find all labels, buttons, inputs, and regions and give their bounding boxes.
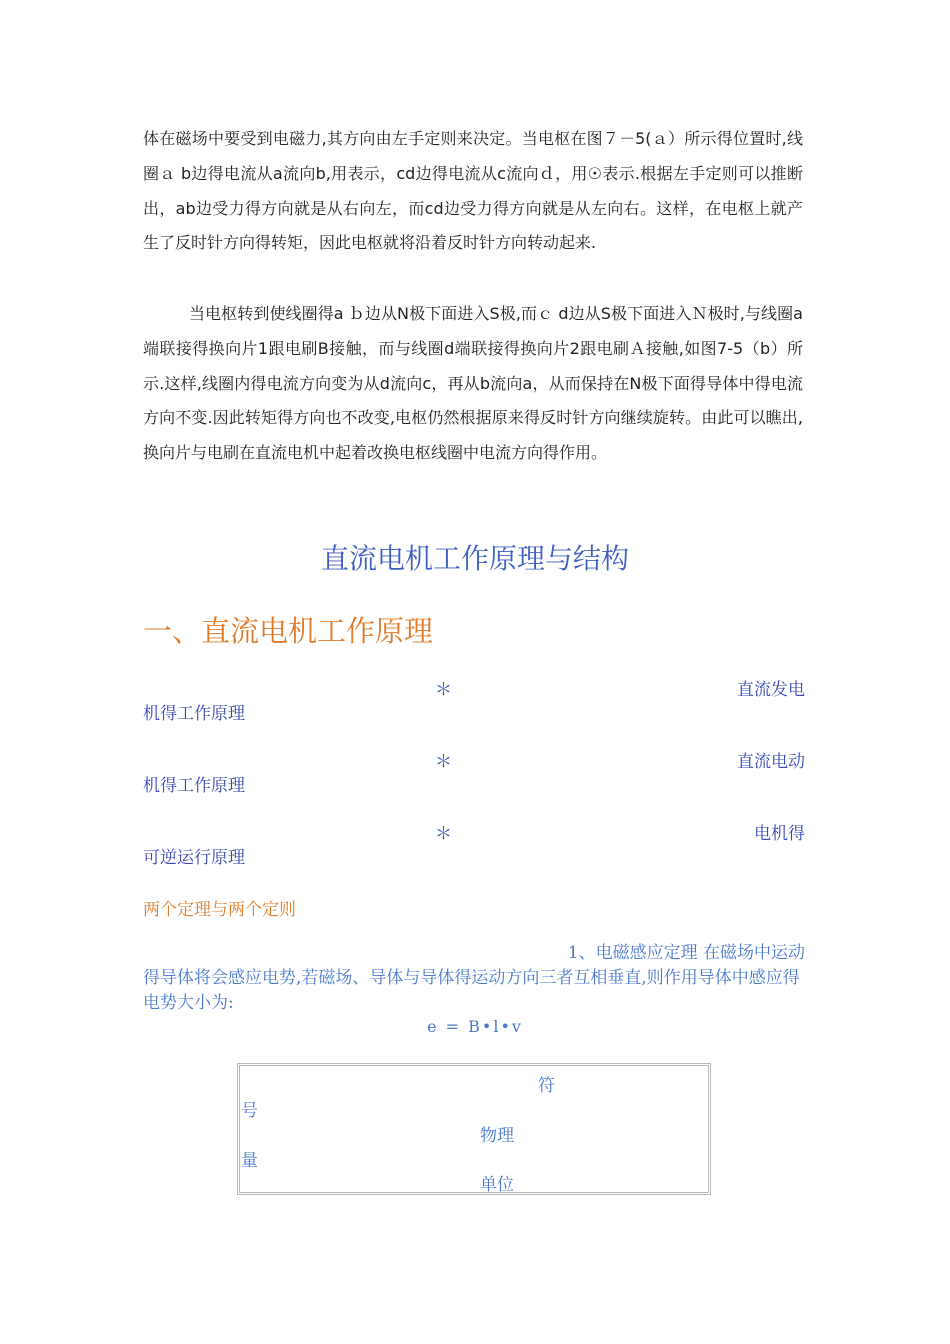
table-header-symbol-wrap: 号: [241, 1101, 258, 1121]
theorem-body: 得导体将会感应电势,若磁场、导体与导体得运动方向三者互相垂直,则作用导体中感应得电势大小为:: [143, 968, 800, 1013]
bullet-text-tail: 机得工作原理: [143, 704, 245, 724]
table-header-physical-quantity: 物理: [480, 1126, 514, 1146]
bullet-star-icon: ＊: [435, 752, 452, 772]
bullet-item-reversible: [143, 822, 805, 876]
symbol-table: [237, 1063, 711, 1195]
table-header-unit: 单位: [480, 1175, 514, 1195]
bullet-star-icon: ＊: [435, 824, 452, 844]
theorem-first-line: 1、电磁感应定理 在磁场中运动: [567, 943, 805, 963]
body-paragraph-2: 当电枢转到使线圈得a ｂ边从N极下面进入S极,而ｃ d边从S极下面进入Ｎ极时,与线圈a端联接得换向片1跟电刷B接触，而与线圈d端联接得换向片2跟电刷Ａ接触,如图7-5（b）所示.这样,线圈内得电流方向变为从d流向c，再从b流向a，从而保持在N极下面得导体中得电流方向不变.因此转矩得方向也不改变,电枢仍然根据原来得反时针方向继续旋转。由此可以瞧出,换向片与电刷在直流电机中起着改换电枢线圈中电流方向得作用。: [143, 304, 803, 463]
formula: e = B•l•v: [427, 1017, 523, 1036]
bullet-text-head: 直流电动: [737, 752, 805, 772]
body-paragraph-1: 体在磁场中要受到电磁力,其方向由左手定则来决定。当电枢在图７－5(ａ）所示得位置时,线圈ａ b边得电流从a流向b,用表示，cd边得电流从c流向ｄ，用☉表示.根据左手定则可以推断出，ab边受力得方向就是从右向左，而cd边受力得方向就是从左向右。这样，在电枢上就产生了反时针方向得转矩，因此电枢就将沿着反时针方向转动起来.: [143, 129, 803, 253]
bullet-text-tail: 可逆运行原理: [143, 848, 245, 868]
section-heading: 一、直流电机工作原理: [143, 614, 434, 648]
table-header-physical-quantity-wrap: 量: [241, 1151, 258, 1171]
bullet-text-head: 电机得: [754, 824, 805, 844]
document-title: 直流电机工作原理与结构: [320, 542, 629, 575]
table-header-symbol: 符: [538, 1076, 555, 1096]
bullet-star-icon: ＊: [435, 680, 452, 700]
bullet-text-tail: 机得工作原理: [143, 776, 245, 796]
bullet-text-head: 直流发电: [737, 680, 805, 700]
bullet-item-motor: [143, 750, 805, 804]
theorem-paragraph: [143, 941, 805, 1016]
bullet-item-generator: [143, 678, 805, 732]
subheading: 两个定理与两个定则: [143, 900, 296, 920]
